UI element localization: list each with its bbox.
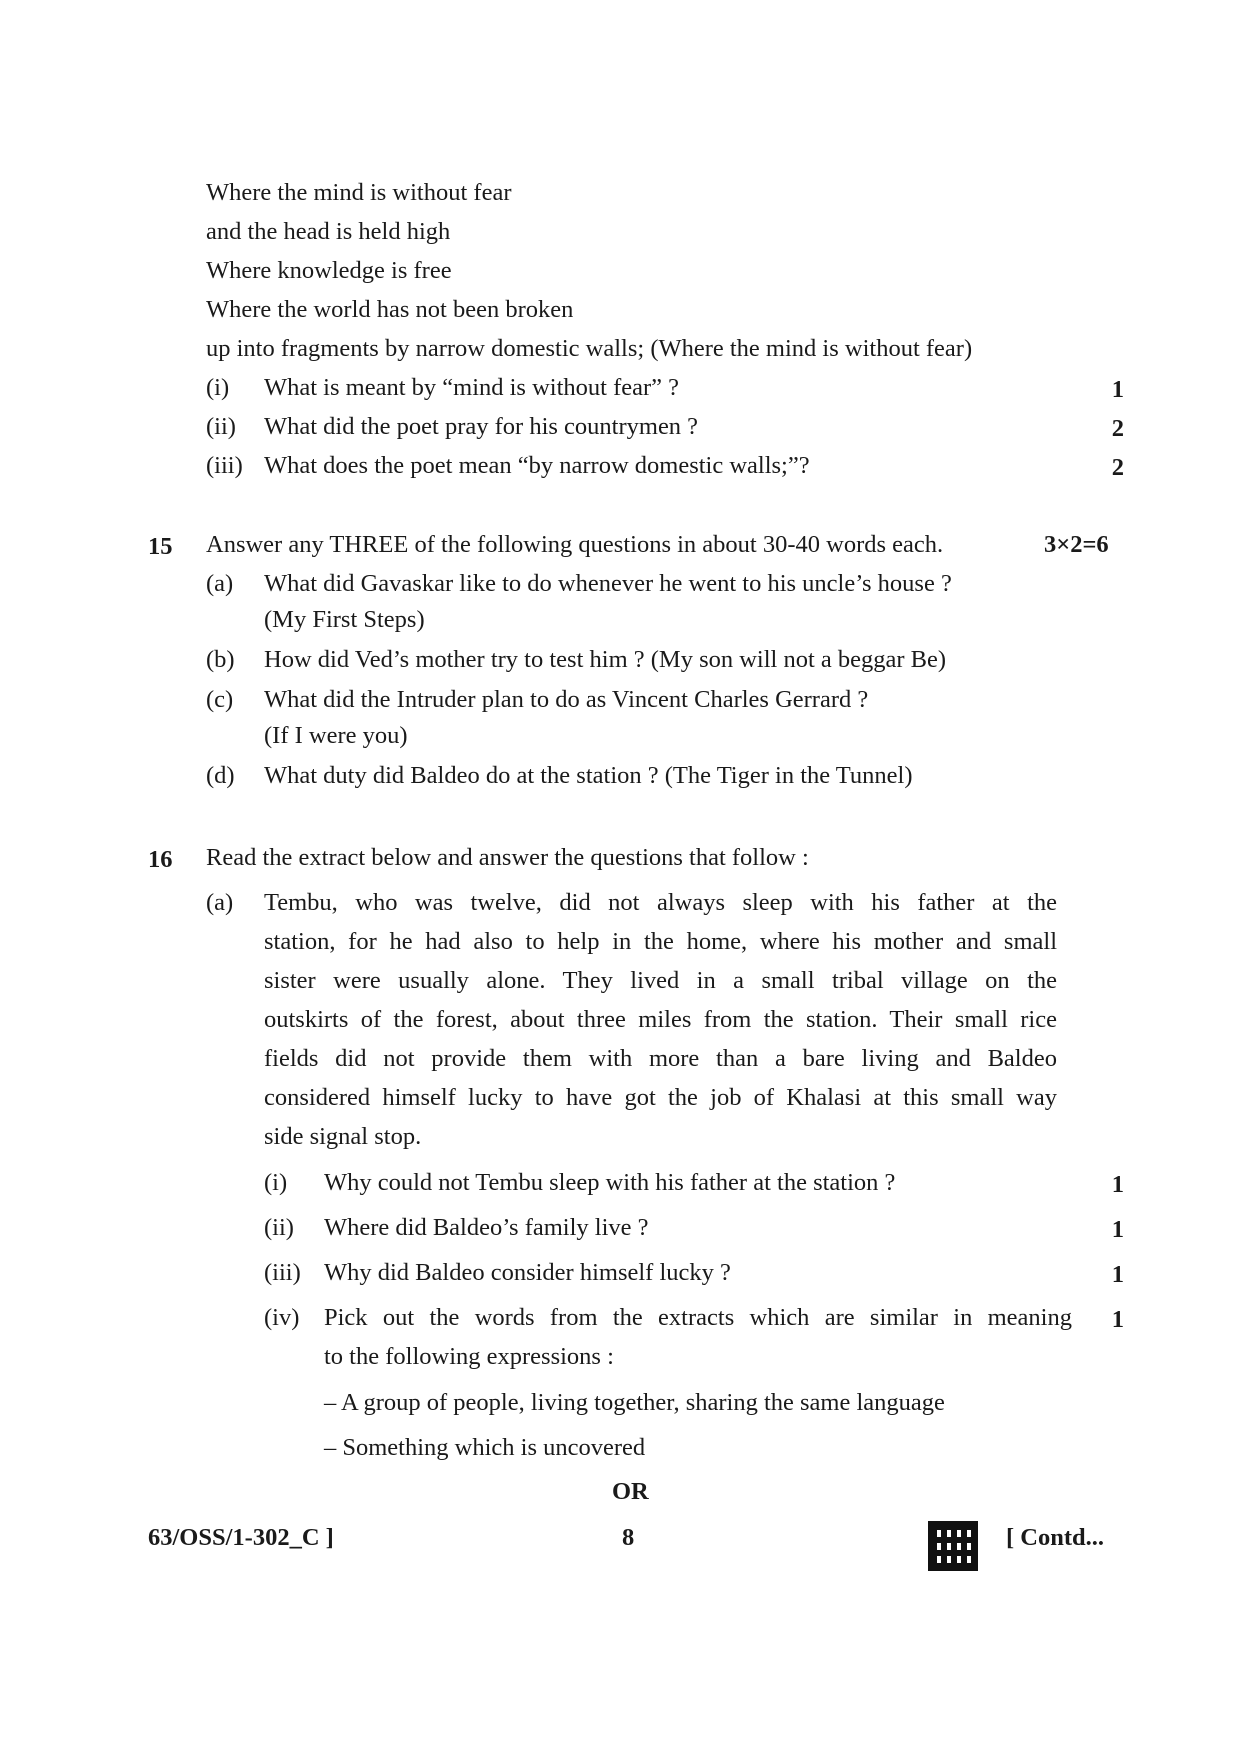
question-16-number: 16: [148, 846, 173, 873]
qr-code-icon: [928, 1521, 978, 1571]
poem-line: Where the world has not been broken: [206, 296, 574, 323]
or-label: OR: [612, 1478, 649, 1505]
extract-question-text: Where did Baldeo’s family live ?: [324, 1214, 649, 1241]
extract-question-text: Pick out the words from the extracts which are similar in meaning: [324, 1304, 1072, 1331]
extract-part-label: (a): [206, 889, 234, 916]
extract-question-number: (ii): [264, 1214, 294, 1241]
question-text: What does the poet mean “by narrow domestic walls;”?: [264, 452, 810, 479]
sub-question-number: (c): [206, 686, 234, 713]
paper-code: 63/OSS/1-302_C ]: [148, 1524, 334, 1551]
question-marks: 1: [1111, 376, 1124, 403]
extract-question-text-continued: to the following expressions :: [324, 1343, 614, 1370]
extract-question-marks: 1: [1111, 1171, 1124, 1198]
question-15-marks: 3×2=6: [1044, 531, 1109, 558]
expression-item: – A group of people, living together, sharing the same language: [324, 1389, 945, 1416]
extract-question-number: (i): [264, 1169, 288, 1196]
sub-question-source: (If I were you): [264, 722, 408, 749]
expression-item: – Something which is uncovered: [324, 1434, 646, 1461]
extract-question-number: (iv): [264, 1304, 300, 1331]
sub-question-text: How did Ved’s mother try to test him ? (My son will not a beggar Be): [264, 646, 947, 673]
extract-question-marks: 1: [1111, 1216, 1124, 1243]
sub-question-source: (My First Steps): [264, 606, 425, 633]
contd-label: [ Contd...: [1006, 1524, 1105, 1551]
extract-line: outskirts of the forest, about three miles from the station. Their small rice: [264, 1006, 1057, 1033]
question-marks: 2: [1111, 415, 1124, 442]
question-text: What is meant by “mind is without fear” ?: [264, 374, 680, 401]
sub-question-number: (a): [206, 570, 234, 597]
poem-line: up into fragments by narrow domestic walls; (Where the mind is without fear): [206, 335, 973, 362]
extract-question-marks: 1: [1111, 1306, 1124, 1333]
poem-line: Where the mind is without fear: [206, 179, 512, 206]
question-15-instruction: Answer any THREE of the following questions in about 30-40 words each.: [206, 531, 944, 558]
extract-question-text: Why did Baldeo consider himself lucky ?: [324, 1259, 731, 1286]
question-16-instruction: Read the extract below and answer the questions that follow :: [206, 844, 809, 871]
extract-question-text: Why could not Tembu sleep with his father at the station ?: [324, 1169, 896, 1196]
extract-line: side signal stop.: [264, 1123, 422, 1150]
sub-question-text: What did the Intruder plan to do as Vincent Charles Gerrard ?: [264, 686, 869, 713]
extract-line: fields did not provide them with more than a bare living and Baldeo: [264, 1045, 1057, 1072]
extract-line: considered himself lucky to have got the job of Khalasi at this small way: [264, 1084, 1057, 1111]
question-number: (i): [206, 374, 230, 401]
sub-question-number: (b): [206, 646, 235, 673]
extract-line: Tembu, who was twelve, did not always sleep with his father at the: [264, 889, 1057, 916]
extract-line: sister were usually alone. They lived in a small tribal village on the: [264, 967, 1057, 994]
extract-question-number: (iii): [264, 1259, 301, 1286]
sub-question-text: What duty did Baldeo do at the station ? (The Tiger in the Tunnel): [264, 762, 913, 789]
extract-question-marks: 1: [1111, 1261, 1124, 1288]
sub-question-number: (d): [206, 762, 235, 789]
sub-question-text: What did Gavaskar like to do whenever he went to his uncle’s house ?: [264, 570, 952, 597]
question-number: (ii): [206, 413, 236, 440]
question-number: (iii): [206, 452, 243, 479]
question-text: What did the poet pray for his countrymen ?: [264, 413, 699, 440]
extract-line: station, for he had also to help in the home, where his mother and small: [264, 928, 1057, 955]
page-number: 8: [622, 1524, 635, 1551]
poem-line: Where knowledge is free: [206, 257, 452, 284]
question-marks: 2: [1111, 454, 1124, 481]
poem-line: and the head is held high: [206, 218, 451, 245]
question-15-number: 15: [148, 533, 173, 560]
